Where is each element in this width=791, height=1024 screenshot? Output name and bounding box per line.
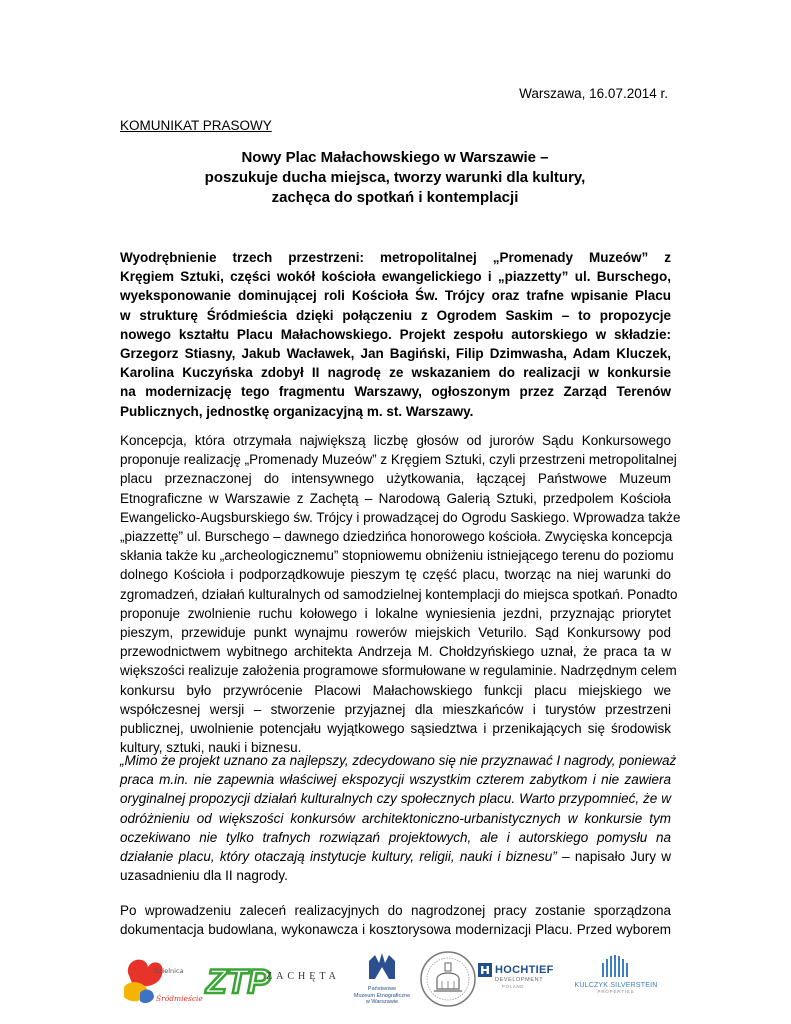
hochtief-sub2: POLAND: [502, 984, 525, 989]
text-line: praca m.in. nie zapewnia właściwej ekspozycji wszystkim czterem zabytkom i nie zawiera: [120, 772, 671, 788]
body-paragraph-concept: [120, 431, 681, 757]
text-line: w strukturę Śródmieścia dzięki połączeniu z Ogrodem Saskim – to propozycje: [120, 307, 671, 323]
text-line: placu przeznaczonej do intensywnego użytkowania, łączącej Państwowe Muzeum: [120, 471, 671, 487]
kulczyk-name: KULCZYK SILVERSTEIN: [574, 982, 658, 989]
pme-text: [350, 986, 414, 1006]
srodmiescie-logo: [118, 953, 203, 1011]
kulczyk-bars-icon: [596, 955, 636, 977]
text-line: Wyodrębnienie trzech przestrzeni: metropolitalnej „Promenady Muzeów” z: [120, 250, 671, 265]
kulczyk-silverstein-logo: [564, 955, 668, 1005]
pme-logo: [350, 951, 414, 1015]
text-line: zgromadzeń, działań kulturalnych od samodzielnej kontemplacji do miejsca spotkań. Ponadto: [120, 586, 678, 602]
text-line: Kręgiem Sztuki, części wokół kościoła ewangelickiego i „piazzetty” ul. Burschego,: [120, 269, 671, 285]
title-line: poszukuje ducha miejsca, tworzy warunki dla kultury,: [204, 169, 586, 186]
title-line: Nowy Plac Małachowskiego w Warszawie –: [241, 149, 549, 166]
text-line: Grzegorz Stiasny, Jakub Wacławek, Jan Bagiński, Filip Dzimwasha, Adam Kluczek,: [120, 346, 671, 362]
quote-attribution: – napisało Jury w: [556, 849, 671, 865]
text-line: Ewangelicko-Augsburskiego św. Trójcy i prowadzącej do Ogrodu Saskiego. Wprowadza także: [120, 509, 681, 525]
text-line: Publicznych, jednostkę organizacyjną m. st. Warszawy.: [120, 403, 474, 419]
lead-paragraph: [120, 248, 671, 421]
pme-line: Muzeum Etnograficzne: [353, 992, 411, 999]
text-line: dokumentacja budowlana, wykonawcza i kosztorysowa modernizacji Placu. Przed wyborem: [120, 922, 671, 938]
document-date: Warszawa, 16.07.2014 r.: [519, 86, 668, 101]
zacheta-logo: ZACHĘTA: [266, 971, 340, 982]
hochtief-name: HOCHTIEF: [495, 964, 554, 976]
text-line: pieszym, przewiduje punkt wynajmu rowerów miejskich Veturilo. Sąd Konkursowy pod: [120, 625, 671, 641]
pme-line: Państwowe: [367, 986, 397, 992]
text-line: nowego kształtu Placu Małachowskiego. Projekt zespołu autorskiego w składzie:: [120, 326, 671, 342]
text-line: Karolina Kuczyńska zdobył II nagrodę ze wskazaniem do realizacji w konkursie: [120, 365, 671, 381]
press-release-label: KOMUNIKAT PRASOWY: [120, 118, 272, 133]
text-line: „Mimo że projekt uznano za najlepszy, zdecydowano się nie przyznawać I nagrody, ponieważ: [120, 753, 677, 768]
text-line: Koncepcja, która otrzymała największą liczbę głosów od jurorów Sądu Konkursowego: [120, 433, 671, 448]
ztp-logo: [205, 959, 271, 1001]
partner-logos-footer: [118, 947, 678, 1017]
text-line: dolnego Kościoła i podporządkowuje pieszym tę część placu, tworząc na niej warunki do: [120, 567, 671, 583]
pme-emblem-icon: [365, 951, 399, 981]
text-line: Po wprowadzeniu zaleceń realizacyjnych do nagrodzonej pracy zostanie sporządzona: [120, 903, 671, 918]
text-line: skłania także ku „archeologicznemu” stopniowemu obniżeniu istniejącego terenu do poziomu: [120, 548, 674, 564]
text-line: większości realizuje założenia programowe sformułowane w regulaminie. Nadrzędnym celem: [120, 663, 677, 679]
text-line: publicznej, uwolnienie potencjału wyjątkowego sąsiedztwa i przenikających się środowisk: [120, 721, 671, 737]
text-line: proponuje zwolnienie ruchu kołowego i lokalne wyniesienia jezdni, przyznając priorytet: [120, 605, 671, 621]
text-line: „piazzettę” ul. Burschego – dawnego dziedzińca honorowego kościoła. Zwycięska koncepcja: [120, 529, 673, 545]
pme-line: w Warszawie: [365, 999, 399, 1005]
text-line: uzasadnieniu dla II nagrody.: [120, 868, 288, 884]
text-line: na modernizację tego fragmentu Warszawy, ogłoszonym przez Zarząd Terenów: [120, 384, 671, 400]
text-line: Etnograficzne w Warszawie z Zachętą – Narodową Galerią Sztuki, przedpolem Kościoła: [120, 490, 671, 506]
text-line: odróżnieniu od większości konkursów architektoniczno-urbanistycznych w konkursie tym: [120, 810, 671, 826]
ztp-logo-mark: [205, 959, 271, 1001]
title-line: zachęca do spotkań i kontemplacji: [271, 189, 519, 206]
jury-quote-paragraph: [120, 751, 677, 885]
srodmiescie-text: Dzielnica: [154, 967, 184, 975]
document-title: [120, 148, 670, 208]
srodmiescie-script: Śródmieście: [156, 994, 203, 1003]
text-line-mixed: [120, 847, 671, 866]
text-line: oczekiwano nie tylko trafnych rozwiązań projektowych, ale i autorskiego pomysłu na: [120, 829, 671, 845]
hochtief-sub: DEVELOPMENT: [495, 977, 544, 983]
text-line: współczesnej wersji – stworzenie przyjaznej dla mieszkańców i turystów przestrzeni: [120, 701, 671, 717]
quote-end: działanie placu, który otaczają instytucje kultury, religii, nauki i biznesu”: [120, 849, 557, 865]
text-line: kultury, sztuki, nauki i biznesu.: [120, 740, 302, 756]
hochtief-logo: [478, 963, 566, 1003]
text-line: konkursu było przywrócenie Placowi Małachowskiego funkcji placu miejskiego we: [120, 682, 671, 698]
drop-shape-icon: [140, 990, 154, 1004]
church-seal-logo: [418, 949, 478, 1009]
text-line: wyeksponowanie dominującej roli Kościoła Św. Trójcy oraz trafne wpisanie Placu: [120, 288, 671, 304]
kulczyk-sub: PROPERTIES: [597, 989, 635, 994]
body-paragraph-next-steps: [120, 901, 671, 939]
hochtief-h-icon: [478, 963, 492, 977]
text-line: proponuje realizację „Promenady Muzeów” z Kręgiem Sztuki, czyli przestrzeni metropolitalnej: [120, 452, 677, 468]
ztp-text: ZTP: [205, 963, 271, 1001]
text-line: oryginalnej propozycji działań kulturalnych czy społecznych placu. Warto przypomnieć, że w: [120, 791, 671, 807]
text-line: przewodnictwem wybitnego architekta Andrzeja M. Chołdzyńskiego uznał, że praca ta w: [120, 644, 671, 660]
